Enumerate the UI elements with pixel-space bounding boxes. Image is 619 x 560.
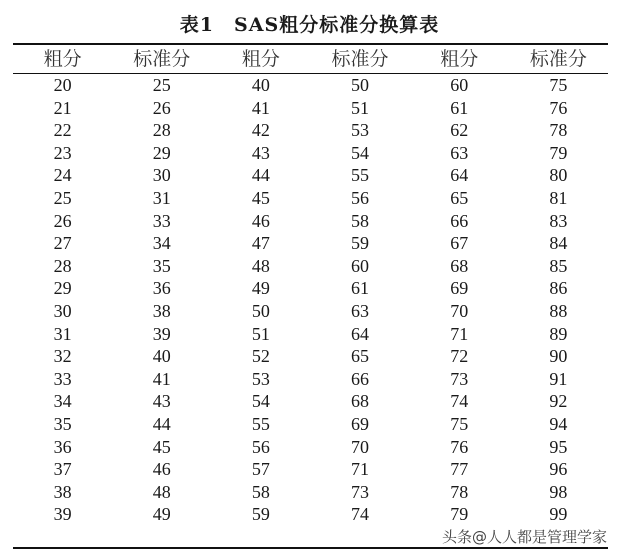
conversion-table (13, 45, 608, 526)
standard-score-cell: 31 (152, 187, 171, 208)
raw-score-cell: 75 (450, 413, 469, 434)
raw-score-cell: 44 (251, 165, 270, 186)
raw-score-cell: 27 (53, 233, 72, 254)
standard-score-cell: 39 (152, 323, 171, 344)
raw-score-cell: 54 (251, 391, 270, 412)
standard-score-cell: 88 (549, 300, 568, 321)
standard-score-cell: 50 (351, 75, 370, 95)
standard-score-cell: 68 (351, 391, 370, 412)
standard-score-cell: 80 (549, 165, 568, 186)
standard-score-cell: 29 (152, 142, 171, 163)
raw-score-cell: 32 (53, 346, 72, 367)
table-row (13, 413, 608, 436)
standard-score-cell: 99 (549, 504, 568, 525)
standard-score-cell: 75 (549, 75, 568, 95)
standard-score-cell: 48 (152, 481, 171, 502)
table-row (13, 277, 608, 300)
raw-score-cell: 26 (53, 210, 72, 231)
raw-score-cell: 64 (450, 165, 469, 186)
raw-score-cell: 58 (251, 481, 270, 502)
standard-score-cell: 40 (152, 346, 171, 367)
table-title: 表1 SAS粗分标准分换算表 (179, 14, 440, 36)
raw-score-cell: 43 (251, 142, 270, 163)
standard-score-cell: 84 (549, 233, 568, 254)
table-row (13, 119, 608, 142)
raw-score-cell: 49 (251, 278, 270, 299)
raw-score-cell: 62 (450, 120, 469, 141)
raw-score-cell: 76 (450, 436, 469, 457)
raw-score-cell: 30 (53, 300, 72, 321)
standard-score-cell: 59 (351, 233, 370, 254)
raw-score-cell: 78 (450, 481, 469, 502)
standard-score-cell: 34 (152, 233, 171, 254)
raw-score-cell: 66 (450, 210, 469, 231)
raw-score-cell: 42 (251, 120, 270, 141)
standard-score-cell: 63 (351, 300, 370, 321)
table-row (13, 142, 608, 165)
raw-score-cell: 46 (251, 210, 270, 231)
raw-score-cell: 74 (450, 391, 469, 412)
standard-score-cell: 49 (152, 504, 171, 525)
standard-score-cell: 35 (152, 255, 171, 276)
table-row (13, 481, 608, 504)
standard-score-cell: 78 (549, 120, 568, 141)
raw-score-cell: 69 (450, 278, 469, 299)
standard-score-cell: 33 (152, 210, 171, 231)
standard-score-cell: 44 (152, 413, 171, 434)
raw-score-cell: 37 (53, 459, 72, 480)
raw-score-cell: 48 (251, 255, 270, 276)
table-row (13, 255, 608, 278)
raw-score-cell: 59 (251, 504, 270, 525)
standard-score-cell: 83 (549, 210, 568, 231)
raw-score-cell: 67 (450, 233, 469, 254)
header-row (13, 45, 608, 73)
raw-score-cell: 68 (450, 255, 469, 276)
table-row (13, 503, 608, 526)
standard-score-cell: 51 (351, 97, 370, 118)
raw-score-cell: 45 (251, 187, 270, 208)
standard-score-cell: 30 (152, 165, 171, 186)
raw-score-cell: 39 (53, 504, 72, 525)
standard-score-cell: 26 (152, 97, 171, 118)
standard-score-cell: 96 (549, 459, 568, 480)
watermark: 头条@人人都是管理学家 (441, 528, 607, 546)
table-row (13, 345, 608, 368)
standard-score-cell: 94 (549, 413, 568, 434)
raw-score-cell: 51 (251, 323, 270, 344)
standard-score-cell: 79 (549, 142, 568, 163)
table-row (13, 164, 608, 187)
standard-score-cell: 66 (351, 368, 370, 389)
raw-score-cell: 52 (251, 346, 270, 367)
standard-score-cell: 46 (152, 459, 171, 480)
raw-score-cell: 70 (450, 300, 469, 321)
table-row (13, 300, 608, 323)
raw-score-cell: 35 (53, 413, 72, 434)
standard-score-cell: 58 (351, 210, 370, 231)
raw-score-cell: 72 (450, 346, 469, 367)
header-standard-score: 标准分 (529, 48, 587, 70)
header-raw-score: 粗分 (440, 48, 479, 70)
standard-score-cell: 28 (152, 120, 171, 141)
standard-score-cell: 36 (152, 278, 171, 299)
standard-score-cell: 81 (549, 187, 568, 208)
standard-score-cell: 38 (152, 300, 171, 321)
standard-score-cell: 54 (351, 142, 370, 163)
standard-score-cell: 56 (351, 187, 370, 208)
raw-score-cell: 31 (53, 323, 72, 344)
standard-score-cell: 25 (152, 75, 171, 95)
raw-score-cell: 38 (53, 481, 72, 502)
raw-score-cell: 57 (251, 459, 270, 480)
raw-score-cell: 21 (53, 97, 72, 118)
standard-score-cell: 41 (152, 368, 171, 389)
table-row (13, 97, 608, 120)
table-row (13, 232, 608, 255)
standard-score-cell: 86 (549, 278, 568, 299)
standard-score-cell: 92 (549, 391, 568, 412)
standard-score-cell: 90 (549, 346, 568, 367)
raw-score-cell: 29 (53, 278, 72, 299)
table-row (13, 323, 608, 346)
raw-score-cell: 73 (450, 368, 469, 389)
standard-score-cell: 61 (351, 278, 370, 299)
standard-score-cell: 64 (351, 323, 370, 344)
standard-score-cell: 60 (351, 255, 370, 276)
header-standard-score: 标准分 (133, 48, 191, 70)
table-row (13, 436, 608, 459)
raw-score-cell: 20 (53, 75, 72, 95)
table-row (13, 187, 608, 210)
standard-score-cell: 98 (549, 481, 568, 502)
raw-score-cell: 36 (53, 436, 72, 457)
header-standard-score: 标准分 (331, 48, 389, 70)
standard-score-cell: 95 (549, 436, 568, 457)
raw-score-cell: 34 (53, 391, 72, 412)
table-row (13, 210, 608, 233)
raw-score-cell: 23 (53, 142, 72, 163)
raw-score-cell: 79 (450, 504, 469, 525)
raw-score-cell: 53 (251, 368, 270, 389)
standard-score-cell: 45 (152, 436, 171, 457)
standard-score-cell: 53 (351, 120, 370, 141)
raw-score-cell: 28 (53, 255, 72, 276)
standard-score-cell: 74 (351, 504, 370, 525)
raw-score-cell: 25 (53, 187, 72, 208)
raw-score-cell: 33 (53, 368, 72, 389)
header-raw-score: 粗分 (43, 48, 82, 70)
raw-score-cell: 63 (450, 142, 469, 163)
raw-score-cell: 55 (251, 413, 270, 434)
table-row (13, 390, 608, 413)
standard-score-cell: 73 (351, 481, 370, 502)
raw-score-cell: 50 (251, 300, 270, 321)
standard-score-cell: 70 (351, 436, 370, 457)
raw-score-cell: 71 (450, 323, 469, 344)
raw-score-cell: 47 (251, 233, 270, 254)
standard-score-cell: 55 (351, 165, 370, 186)
header-raw-score: 粗分 (241, 48, 280, 70)
raw-score-cell: 40 (251, 75, 270, 95)
table-row (13, 73, 608, 97)
standard-score-cell: 69 (351, 413, 370, 434)
standard-score-cell: 71 (351, 459, 370, 480)
raw-score-cell: 65 (450, 187, 469, 208)
raw-score-cell: 61 (450, 97, 469, 118)
table-row (13, 458, 608, 481)
standard-score-cell: 89 (549, 323, 568, 344)
standard-score-cell: 91 (549, 368, 568, 389)
raw-score-cell: 77 (450, 459, 469, 480)
raw-score-cell: 24 (53, 165, 72, 186)
standard-score-cell: 85 (549, 255, 568, 276)
table-row (13, 368, 608, 391)
standard-score-cell: 76 (549, 97, 568, 118)
standard-score-cell: 65 (351, 346, 370, 367)
raw-score-cell: 22 (53, 120, 72, 141)
standard-score-cell: 43 (152, 391, 171, 412)
raw-score-cell: 56 (251, 436, 270, 457)
raw-score-cell: 41 (251, 97, 270, 118)
raw-score-cell: 60 (450, 75, 469, 95)
bottom-rule (13, 547, 608, 549)
